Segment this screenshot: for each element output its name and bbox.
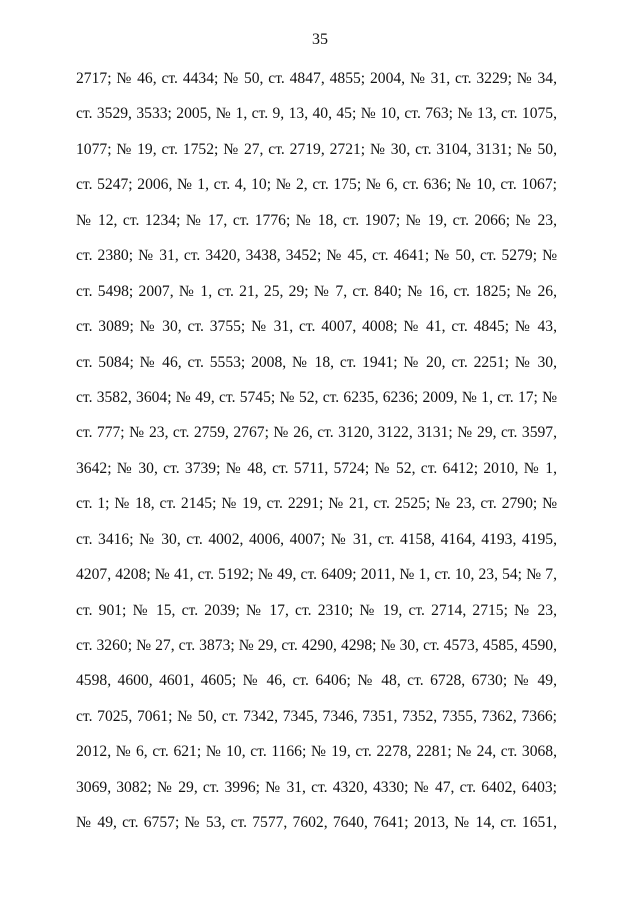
text-line: ст. 3089; № 30, ст. 3755; № 31, ст. 4007, 4008; № 41, ст. 4845; № 43, xyxy=(76,318,557,336)
text-line: ст. 1; № 18, ст. 2145; № 19, ст. 2291; № 21, ст. 2525; № 23, ст. 2790; № xyxy=(76,495,557,513)
text-line: ст. 5498; 2007, № 1, ст. 21, 25, 29; № 7, ст. 840; № 16, ст. 1825; № 26, xyxy=(76,282,557,300)
text-line: ст. 3529, 3533; 2005, № 1, ст. 9, 13, 40, 45; № 10, ст. 763; № 13, ст. 1075, xyxy=(76,105,557,123)
page-number: 35 xyxy=(312,31,328,48)
text-line: 2012, № 6, ст. 621; № 10, ст. 1166; № 19, ст. 2278, 2281; № 24, ст. 3068, xyxy=(76,743,557,761)
text-line: ст. 901; № 15, ст. 2039; № 17, ст. 2310; № 19, ст. 2714, 2715; № 23, xyxy=(76,601,557,619)
text-line: 4207, 4208; № 41, ст. 5192; № 49, ст. 6409; 2011, № 1, ст. 10, 23, 54; № 7, xyxy=(76,566,557,584)
text-line: № 49, ст. 6757; № 53, ст. 7577, 7602, 7640, 7641; 2013, № 14, ст. 1651, xyxy=(76,814,557,832)
text-line: 3642; № 30, ст. 3739; № 48, ст. 5711, 5724; № 52, ст. 6412; 2010, № 1, xyxy=(76,459,557,477)
text-line: № 12, ст. 1234; № 17, ст. 1776; № 18, ст. 1907; № 19, ст. 2066; № 23, xyxy=(76,211,557,229)
text-line: ст. 3582, 3604; № 49, ст. 5745; № 52, ст. 6235, 6236; 2009, № 1, ст. 17; № xyxy=(76,388,557,406)
text-line: 2717; № 46, ст. 4434; № 50, ст. 4847, 4855; 2004, № 31, ст. 3229; № 34, xyxy=(76,70,557,87)
text-line: ст. 3416; № 30, ст. 4002, 4006, 4007; № 31, ст. 4158, 4164, 4193, 4195, xyxy=(76,530,557,548)
text-line: ст. 5084; № 46, ст. 5553; 2008, № 18, ст. 1941; № 20, ст. 2251; № 30, xyxy=(76,353,557,371)
body-text xyxy=(76,61,557,841)
text-line: ст. 7025, 7061; № 50, ст. 7342, 7345, 7346, 7351, 7352, 7355, 7362, 7366; xyxy=(76,707,557,725)
text-line: 4598, 4600, 4601, 4605; № 46, ст. 6406; № 48, ст. 6728, 6730; № 49, xyxy=(76,672,557,690)
text-line: ст. 2380; № 31, ст. 3420, 3438, 3452; № 45, ст. 4641; № 50, ст. 5279; № xyxy=(76,247,557,265)
text-line: ст. 3260; № 27, ст. 3873; № 29, ст. 4290, 4298; № 30, ст. 4573, 4585, 4590, xyxy=(76,637,557,654)
text-line: ст. 777; № 23, ст. 2759, 2767; № 26, ст. 3120, 3122, 3131; № 29, ст. 3597, xyxy=(76,424,557,442)
text-line: 3069, 3082; № 29, ст. 3996; № 31, ст. 4320, 4330; № 47, ст. 6402, 6403; xyxy=(76,778,557,796)
text-line: 1077; № 19, ст. 1752; № 27, ст. 2719, 2721; № 30, ст. 3104, 3131; № 50, xyxy=(76,140,557,158)
text-line: ст. 5247; 2006, № 1, ст. 4, 10; № 2, ст. 175; № 6, ст. 636; № 10, ст. 1067; xyxy=(76,176,557,194)
